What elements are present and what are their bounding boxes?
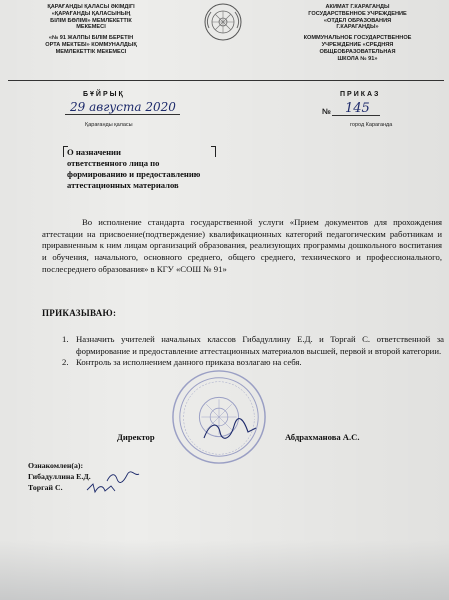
order-word: ПРИКАЗЫВАЮ: bbox=[42, 308, 117, 318]
handwritten-date: 29 августа 2020 bbox=[70, 100, 176, 114]
item-number: 1. bbox=[62, 334, 69, 344]
subject-line: формированию и предоставлению bbox=[67, 169, 201, 179]
ack-heading: Ознакомлен(а): bbox=[28, 461, 84, 470]
date-underline bbox=[65, 114, 180, 115]
header-left-line: МЕКЕМЕСІ bbox=[76, 24, 106, 31]
header-left-line: БІЛІМ БӨЛІМІ» МЕМЛЕКЕТТІК bbox=[50, 17, 132, 24]
item-number: 2. bbox=[62, 357, 69, 368]
round-seal-icon bbox=[170, 368, 268, 466]
order-items bbox=[62, 334, 444, 369]
header-right-line: УЧРЕЖДЕНИЕ «СРЕДНЯЯ bbox=[321, 41, 394, 48]
header-divider bbox=[8, 80, 444, 81]
header-left-line: «№ 91 ЖАЛПЫ БІЛІМ БЕРЕТІН bbox=[48, 35, 134, 42]
item-text: Контроль за исполнением данного приказа возлагаю на себя. bbox=[76, 357, 302, 368]
header-right-line: Г.КАРАГАНДЫ» bbox=[336, 24, 379, 31]
list-item bbox=[62, 334, 444, 357]
signature-title: Директор bbox=[117, 432, 155, 442]
city-kz: Қарағанды қаласы bbox=[85, 122, 133, 128]
page-shadow bbox=[0, 540, 449, 600]
header-left-line: МЕМЛЕКЕТТІК МЕКЕМЕСІ bbox=[55, 48, 127, 55]
header-right-line: ОБЩЕОБРАЗОВАТЕЛЬНАЯ bbox=[319, 48, 396, 55]
signature-name: Абдрахманова А.С. bbox=[285, 432, 360, 442]
header-right-line: ГОСУДАРСТВЕННОЕ УЧРЕЖДЕНИЕ bbox=[308, 10, 407, 17]
header-right-line: «ОТДЕЛ ОБРАЗОВАНИЯ bbox=[323, 17, 392, 24]
header-left-line: ҚАРАҒАНДЫ ҚАЛАСЫ ӘКІМДІГІ bbox=[47, 4, 135, 10]
subject-bracket-right bbox=[211, 146, 216, 157]
number-sign: № bbox=[322, 107, 331, 116]
acknowledgement bbox=[28, 460, 91, 494]
subject-line: аттестационных материалов bbox=[67, 180, 179, 190]
subject-line: О назначении bbox=[67, 147, 121, 157]
header-right-line: АКИМАТ Г.КАРАГАНДЫ bbox=[325, 4, 390, 10]
header-left-line: «ҚАРАҒАНДЫ ҚАЛАСЫНЫҢ bbox=[51, 10, 131, 17]
ack-name: Торгай С. bbox=[28, 483, 63, 493]
ack-name: Гибадуллина Е.Д. bbox=[28, 472, 91, 482]
order-body-text: Во исполнение стандарта государственной услуги «Прием документов для прохождения аттестации на присвоение(подтверждение) квалификационных категорий педагогическим работникам и приравненным к ним лицам организаций образования, реализующих программы дошкольного воспитания и обучения, начального, основного среднего, общего среднего, технического и профессионального, послесреднего образования» в КГУ «СОШ № 91» bbox=[42, 217, 442, 274]
header-right-line: ШКОЛА № 91» bbox=[337, 55, 378, 62]
subject-line: ответственного лица по bbox=[67, 158, 160, 168]
order-title-kz: БҰЙРЫҚ bbox=[83, 91, 125, 98]
header-left-kz bbox=[6, 4, 176, 56]
header-right-line: КОММУНАЛЬНОЕ ГОСУДАРСТВЕННОЕ bbox=[303, 35, 412, 42]
order-title-ru: ПРИКАЗ bbox=[340, 91, 381, 98]
signature-torgai-icon bbox=[85, 481, 121, 495]
header-left-line: ОРТА МЕКТЕБІ» КОММУНАЛДЫҚ bbox=[45, 41, 137, 48]
item-text: Назначить учителей начальных классов Гибадуллину Е.Д. и Торгай С. ответственной за формирование и предоставление аттестационных материалов высшей, первой и второй категории. bbox=[76, 334, 444, 356]
director-signature-icon bbox=[200, 418, 260, 444]
state-emblem-icon bbox=[203, 2, 243, 42]
city-ru: город Караганда bbox=[350, 122, 393, 128]
number-underline bbox=[332, 115, 380, 116]
order-subject bbox=[67, 147, 200, 191]
handwritten-number: 145 bbox=[345, 101, 370, 116]
header-right-ru bbox=[270, 4, 445, 62]
